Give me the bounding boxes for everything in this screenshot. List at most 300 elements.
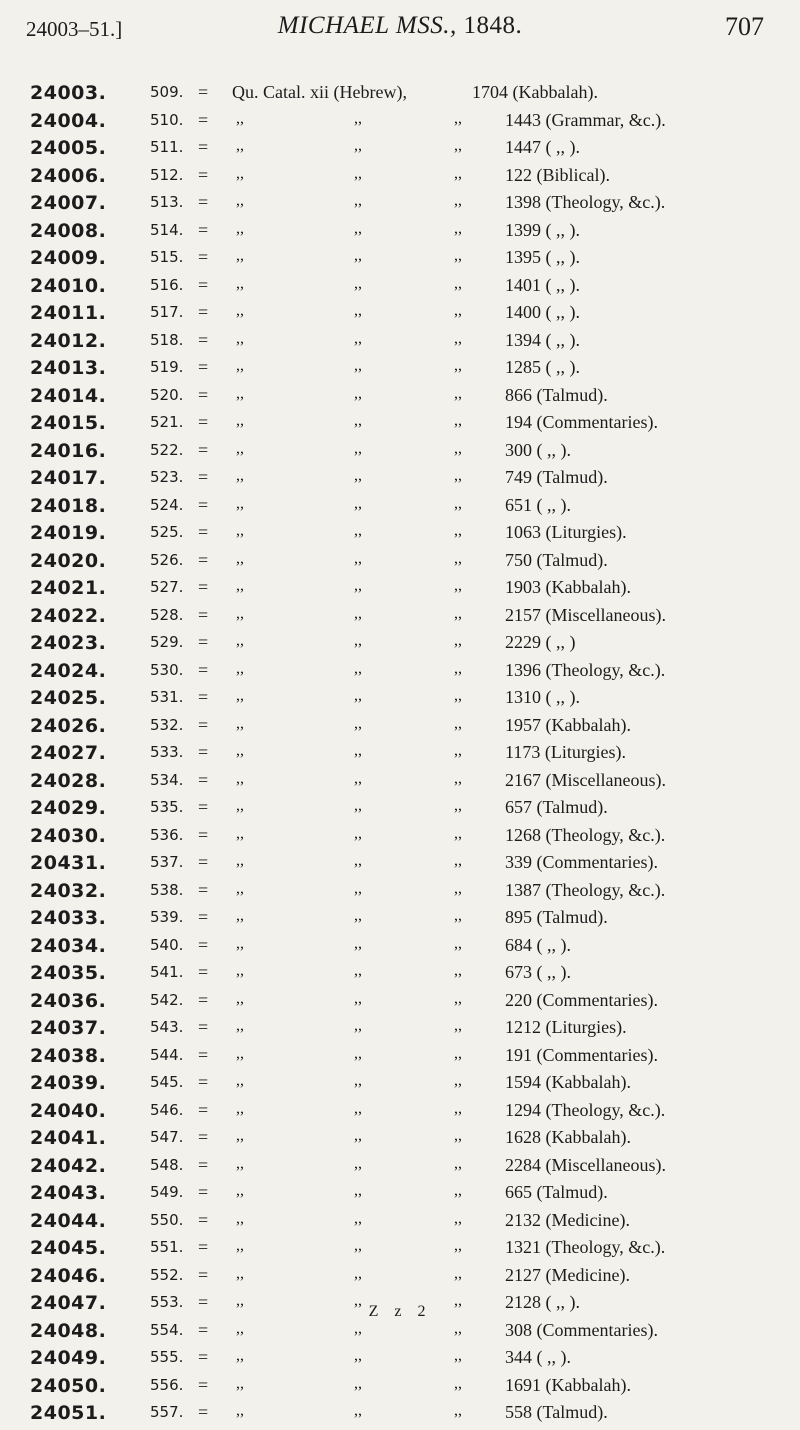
- running-header: [0, 8, 800, 52]
- ditto-mark: ,,: [454, 604, 462, 622]
- entry-number: 24023.: [30, 632, 107, 654]
- folio-reference: 536.: [150, 825, 184, 844]
- folio-reference: 525.: [150, 523, 184, 541]
- entry-description: 895 (Talmud).: [505, 907, 608, 927]
- entry-number: 24013.: [30, 357, 107, 379]
- folio-reference: 528.: [150, 605, 184, 624]
- ditto-mark: ,,: [454, 852, 462, 869]
- entry-description: 1957 (Kabbalah).: [505, 714, 631, 735]
- entry-number: 24032.: [30, 879, 107, 902]
- entry-number: 24010.: [30, 274, 107, 297]
- entry-description: 2157 (Miscellaneous).: [505, 604, 666, 625]
- ditto-mark: ,,: [454, 219, 462, 237]
- ditto-mark: ,,: [236, 1209, 244, 1227]
- ditto-mark: ,,: [236, 1237, 244, 1254]
- entry-number: 24018.: [30, 494, 107, 517]
- ditto-mark: ,,: [454, 934, 462, 952]
- catalogue-row: [0, 385, 800, 413]
- ditto-mark: ,,: [454, 1237, 462, 1254]
- ditto-mark: ,,: [236, 1319, 244, 1337]
- ditto-mark: ,,: [454, 247, 462, 264]
- ditto-mark: ,,: [454, 797, 462, 814]
- ditto-mark: ,,: [454, 1154, 462, 1172]
- ditto-mark: ,,: [354, 742, 362, 759]
- ditto-mark: ,,: [454, 494, 462, 512]
- ditto-mark: ,,: [454, 192, 462, 209]
- ditto-mark: ,,: [454, 357, 462, 374]
- ditto-mark: ,,: [354, 769, 362, 787]
- entry-description: 1321 (Theology, &c.).: [505, 1237, 666, 1257]
- ditto-mark: ,,: [236, 797, 244, 814]
- entry-number: 24035.: [30, 962, 107, 984]
- ditto-mark: ,,: [454, 1209, 462, 1227]
- entry-description: 651 ( ,, ).: [505, 494, 571, 515]
- folio-reference: 520.: [150, 385, 184, 404]
- equals-sign: =: [198, 659, 209, 680]
- ditto-mark: ,,: [454, 1292, 462, 1309]
- equals-sign: =: [198, 632, 209, 652]
- catalogue-row: [0, 660, 800, 688]
- ditto-mark: ,,: [236, 1374, 244, 1392]
- folio-reference: 550.: [150, 1210, 184, 1229]
- ditto-mark: ,,: [454, 907, 462, 924]
- ditto-mark: ,,: [236, 1154, 244, 1172]
- entry-number: 24014.: [30, 384, 107, 407]
- signature-mark: Z z 2: [368, 1303, 432, 1320]
- ditto-mark: ,,: [354, 879, 362, 897]
- equals-sign: =: [198, 687, 209, 707]
- entry-description: 191 (Commentaries).: [505, 1044, 658, 1065]
- folio-reference: 529.: [150, 633, 184, 651]
- equals-sign: =: [198, 412, 209, 432]
- ditto-mark: ,,: [354, 1127, 362, 1144]
- ditto-mark: ,,: [354, 989, 362, 1007]
- ditto-mark: ,,: [454, 1072, 462, 1089]
- entry-range: 24003–51.]: [26, 17, 123, 41]
- ditto-mark: ,,: [236, 852, 244, 869]
- title-year: 1848.: [456, 12, 523, 39]
- equals-sign: =: [198, 274, 209, 295]
- entry-description: 344 ( ,, ).: [505, 1347, 571, 1367]
- folio-reference: 527.: [150, 578, 184, 596]
- ditto-mark: ,,: [454, 522, 462, 539]
- entry-description: 1396 (Theology, &c.).: [505, 659, 666, 680]
- ditto-mark: ,,: [354, 1374, 362, 1392]
- entry-number: 24033.: [30, 907, 107, 929]
- ditto-mark: ,,: [236, 137, 244, 154]
- catalogue-row: [0, 495, 800, 523]
- equals-sign: =: [198, 989, 209, 1010]
- folio-reference: 548.: [150, 1155, 184, 1174]
- equals-sign: =: [198, 934, 209, 955]
- ditto-mark: ,,: [354, 1402, 362, 1419]
- entry-description: 2284 (Miscellaneous).: [505, 1154, 666, 1175]
- catalogue-row: [0, 467, 800, 495]
- ditto-mark: ,,: [236, 632, 244, 649]
- ditto-mark: ,,: [354, 1209, 362, 1227]
- folio-reference: 553.: [150, 1293, 184, 1311]
- catalogue-row: [0, 302, 800, 330]
- entry-description: 2167 (Miscellaneous).: [505, 769, 666, 790]
- entry-number: 24022.: [30, 604, 107, 627]
- catalogue-row: [0, 1072, 800, 1100]
- entry-description: 1594 (Kabbalah).: [505, 1072, 631, 1092]
- equals-sign: =: [198, 164, 209, 185]
- catalogue-prefix: Qu. Catal. xii (Hebrew),: [232, 82, 407, 102]
- folio-reference: 513.: [150, 193, 184, 211]
- ditto-mark: ,,: [354, 1154, 362, 1172]
- catalogue-row: [0, 825, 800, 853]
- ditto-mark: ,,: [454, 1099, 462, 1117]
- entry-description: 2229 ( ,, ): [505, 632, 576, 652]
- catalogue-list: [0, 82, 800, 1430]
- folio-reference: 545.: [150, 1073, 184, 1091]
- ditto-mark: ,,: [236, 494, 244, 512]
- folio-reference: 522.: [150, 440, 184, 459]
- entry-description: 1268 (Theology, &c.).: [505, 824, 666, 845]
- ditto-mark: ,,: [236, 302, 244, 319]
- folio-reference: 537.: [150, 853, 184, 871]
- equals-sign: =: [198, 1154, 209, 1175]
- entry-number: 24021.: [30, 577, 107, 599]
- catalogue-row: [0, 275, 800, 303]
- entry-number: 24046.: [30, 1264, 107, 1287]
- entry-description: 1398 (Theology, &c.).: [505, 192, 666, 212]
- catalogue-row: [0, 522, 800, 550]
- ditto-mark: ,,: [236, 604, 244, 622]
- equals-sign: =: [198, 1072, 209, 1092]
- ditto-mark: ,,: [354, 1319, 362, 1337]
- entry-number: 24029.: [30, 797, 107, 819]
- equals-sign: =: [198, 907, 209, 927]
- entry-number: 24042.: [30, 1154, 107, 1177]
- catalogue-row: [0, 852, 800, 880]
- folio-reference: 524.: [150, 495, 184, 514]
- ditto-mark: ,,: [236, 989, 244, 1007]
- entry-number: 20431.: [30, 852, 107, 874]
- equals-sign: =: [198, 1347, 209, 1367]
- entry-number: 24040.: [30, 1099, 107, 1122]
- catalogue-row: [0, 715, 800, 743]
- folio-reference: 521.: [150, 413, 184, 431]
- equals-sign: =: [198, 1374, 209, 1395]
- ditto-mark: ,,: [354, 384, 362, 402]
- folio-reference: 516.: [150, 275, 184, 294]
- entry-description: 1395 ( ,, ).: [505, 247, 580, 267]
- ditto-mark: ,,: [236, 549, 244, 567]
- ditto-mark: ,,: [454, 824, 462, 842]
- folio-reference: 518.: [150, 330, 184, 349]
- ditto-mark: ,,: [354, 192, 362, 209]
- entry-description: 750 (Talmud).: [505, 549, 608, 570]
- entry-number: 24003.: [30, 82, 107, 104]
- ditto-mark: ,,: [354, 1099, 362, 1117]
- ditto-mark: ,,: [454, 109, 462, 127]
- entry-number: 24007.: [30, 192, 107, 214]
- ditto-mark: ,,: [354, 1017, 362, 1034]
- entry-number: 24043.: [30, 1182, 107, 1204]
- ditto-mark: ,,: [354, 1182, 362, 1199]
- ditto-mark: ,,: [354, 219, 362, 237]
- ditto-mark: ,,: [236, 962, 244, 979]
- entry-description: 1173 (Liturgies).: [505, 742, 626, 762]
- folio-reference: 547.: [150, 1128, 184, 1146]
- equals-sign: =: [198, 82, 209, 102]
- ditto-mark: ,,: [236, 1044, 244, 1062]
- catalogue-row: [0, 1320, 800, 1348]
- catalogue-row: [0, 110, 800, 138]
- entry-description: 2132 (Medicine).: [505, 1209, 630, 1230]
- equals-sign: =: [198, 1044, 209, 1065]
- ditto-mark: ,,: [236, 467, 244, 484]
- ditto-mark: ,,: [354, 494, 362, 512]
- ditto-mark: ,,: [454, 1044, 462, 1062]
- equals-sign: =: [198, 1292, 209, 1312]
- ditto-mark: ,,: [236, 1182, 244, 1199]
- entry-number: 24019.: [30, 522, 107, 544]
- ditto-mark: ,,: [454, 1017, 462, 1034]
- entry-number: 24039.: [30, 1072, 107, 1094]
- equals-sign: =: [198, 1099, 209, 1120]
- entry-number: 24016.: [30, 439, 107, 462]
- entry-description: 558 (Talmud).: [505, 1402, 608, 1422]
- ditto-mark: ,,: [454, 274, 462, 292]
- catalogue-row: [0, 412, 800, 440]
- catalogue-row: [0, 220, 800, 248]
- catalogue-row: [0, 247, 800, 275]
- ditto-mark: ,,: [236, 742, 244, 759]
- ditto-mark: ,,: [354, 467, 362, 484]
- ditto-mark: ,,: [236, 192, 244, 209]
- entry-number: 24030.: [30, 824, 107, 847]
- ditto-mark: ,,: [236, 1099, 244, 1117]
- equals-sign: =: [198, 714, 209, 735]
- ditto-mark: ,,: [236, 1264, 244, 1282]
- ditto-mark: ,,: [236, 1072, 244, 1089]
- folio-reference: 554.: [150, 1320, 184, 1339]
- ditto-mark: ,,: [236, 879, 244, 897]
- entry-description: 220 (Commentaries).: [505, 989, 658, 1010]
- equals-sign: =: [198, 962, 209, 982]
- folio-reference: 549.: [150, 1183, 184, 1201]
- entry-description: 657 (Talmud).: [505, 797, 608, 817]
- ditto-mark: ,,: [354, 302, 362, 319]
- catalogue-row: [0, 1265, 800, 1293]
- equals-sign: =: [198, 302, 209, 322]
- ditto-mark: ,,: [236, 247, 244, 264]
- ditto-mark: ,,: [454, 879, 462, 897]
- entry-number: 24051.: [30, 1402, 107, 1424]
- ditto-mark: ,,: [354, 907, 362, 924]
- ditto-mark: ,,: [236, 907, 244, 924]
- ditto-mark: ,,: [354, 439, 362, 457]
- title-italic: MICHAEL MSS.,: [277, 12, 457, 39]
- entry-number: 24015.: [30, 412, 107, 434]
- equals-sign: =: [198, 1017, 209, 1037]
- catalogue-row: [0, 1017, 800, 1045]
- entry-description: 1394 ( ,, ).: [505, 329, 580, 350]
- entry-number: 24038.: [30, 1044, 107, 1067]
- catalogue-row: [0, 907, 800, 935]
- ditto-mark: ,,: [354, 962, 362, 979]
- folio-reference: 511.: [150, 138, 184, 156]
- ditto-mark: ,,: [236, 522, 244, 539]
- ditto-mark: ,,: [236, 824, 244, 842]
- catalogue-row: [0, 1375, 800, 1403]
- ditto-mark: ,,: [454, 687, 462, 704]
- ditto-mark: ,,: [354, 412, 362, 429]
- ditto-mark: ,,: [236, 412, 244, 429]
- folio-reference: 541.: [150, 963, 184, 981]
- folio-reference: 539.: [150, 908, 184, 926]
- entry-number: 24004.: [30, 109, 107, 132]
- catalogue-row: [0, 990, 800, 1018]
- ditto-mark: ,,: [354, 659, 362, 677]
- folio-reference: 517.: [150, 303, 184, 321]
- catalogue-row: [0, 137, 800, 165]
- entry-description: 749 (Talmud).: [505, 467, 608, 487]
- ditto-mark: ,,: [236, 274, 244, 292]
- ditto-mark: ,,: [236, 357, 244, 374]
- equals-sign: =: [198, 357, 209, 377]
- folio-reference: 546.: [150, 1100, 184, 1119]
- entry-description: 1063 (Liturgies).: [505, 522, 627, 542]
- ditto-mark: ,,: [354, 632, 362, 649]
- equals-sign: =: [198, 247, 209, 267]
- folio-reference: 540.: [150, 935, 184, 954]
- entry-description: 308 (Commentaries).: [505, 1319, 658, 1340]
- equals-sign: =: [198, 797, 209, 817]
- equals-sign: =: [198, 137, 209, 157]
- ditto-mark: ,,: [454, 137, 462, 154]
- equals-sign: =: [198, 604, 209, 625]
- equals-sign: =: [198, 1319, 209, 1340]
- catalogue-row: [0, 357, 800, 385]
- ditto-mark: ,,: [236, 687, 244, 704]
- ditto-mark: ,,: [454, 329, 462, 347]
- entry-description: 1443 (Grammar, &c.).: [505, 109, 666, 130]
- ditto-mark: ,,: [454, 632, 462, 649]
- folio-reference: 552.: [150, 1265, 184, 1284]
- catalogue-row: [0, 330, 800, 358]
- ditto-mark: ,,: [354, 357, 362, 374]
- entry-description: 1903 (Kabbalah).: [505, 577, 631, 597]
- ditto-mark: ,,: [236, 714, 244, 732]
- entry-description: 1704 (Kabbalah).: [472, 82, 598, 102]
- ditto-mark: ,,: [454, 989, 462, 1007]
- entry-number: 24045.: [30, 1237, 107, 1259]
- equals-sign: =: [198, 879, 209, 900]
- catalogue-row: [0, 192, 800, 220]
- entry-number: 24012.: [30, 329, 107, 352]
- equals-sign: =: [198, 824, 209, 845]
- entry-number: 24037.: [30, 1017, 107, 1039]
- folio-reference: 535.: [150, 798, 184, 816]
- folio-reference: 543.: [150, 1018, 184, 1036]
- equals-sign: =: [198, 494, 209, 515]
- ditto-mark: ,,: [236, 384, 244, 402]
- entry-number: 24026.: [30, 714, 107, 737]
- catalogue-row: [0, 1402, 800, 1430]
- entry-number: 24044.: [30, 1209, 107, 1232]
- catalogue-row: [0, 1237, 800, 1265]
- equals-sign: =: [198, 549, 209, 570]
- folio-reference: 555.: [150, 1348, 184, 1366]
- folio-reference: 526.: [150, 550, 184, 569]
- ditto-mark: ,,: [354, 824, 362, 842]
- ditto-mark: ,,: [354, 1044, 362, 1062]
- ditto-mark: ,,: [454, 439, 462, 457]
- ditto-mark: ,,: [236, 1017, 244, 1034]
- equals-sign: =: [198, 1127, 209, 1147]
- equals-sign: =: [198, 1402, 209, 1422]
- entry-description: 1294 (Theology, &c.).: [505, 1099, 666, 1120]
- catalogue-row: [0, 880, 800, 908]
- entry-number: 24028.: [30, 769, 107, 792]
- ditto-mark: ,,: [236, 577, 244, 594]
- entry-number: 24008.: [30, 219, 107, 242]
- ditto-mark: ,,: [454, 1402, 462, 1419]
- equals-sign: =: [198, 329, 209, 350]
- ditto-mark: ,,: [354, 274, 362, 292]
- ditto-mark: ,,: [454, 549, 462, 567]
- catalogue-row: [0, 82, 800, 110]
- entry-description: 1691 (Kabbalah).: [505, 1374, 631, 1395]
- page-number: 707: [725, 12, 764, 41]
- running-title: [0, 12, 800, 40]
- entry-number: 24041.: [30, 1127, 107, 1149]
- ditto-mark: ,,: [354, 1264, 362, 1282]
- equals-sign: =: [198, 522, 209, 542]
- ditto-mark: ,,: [236, 1347, 244, 1364]
- ditto-mark: ,,: [236, 109, 244, 127]
- entry-number: 24009.: [30, 247, 107, 269]
- ditto-mark: ,,: [354, 797, 362, 814]
- catalogue-row: [0, 687, 800, 715]
- entry-description: 2127 (Medicine).: [505, 1264, 630, 1285]
- ditto-mark: ,,: [354, 522, 362, 539]
- ditto-mark: ,,: [454, 714, 462, 732]
- entry-description: 339 (Commentaries).: [505, 852, 658, 872]
- entry-description: 1212 (Liturgies).: [505, 1017, 627, 1037]
- catalogue-row: [0, 1182, 800, 1210]
- equals-sign: =: [198, 769, 209, 790]
- ditto-mark: ,,: [354, 1347, 362, 1364]
- equals-sign: =: [198, 1237, 209, 1257]
- folio-reference: 542.: [150, 990, 184, 1009]
- folio-reference: 533.: [150, 743, 184, 761]
- ditto-mark: ,,: [236, 164, 244, 182]
- ditto-mark: ,,: [454, 962, 462, 979]
- folio-reference: 519.: [150, 358, 184, 376]
- ditto-mark: ,,: [236, 1127, 244, 1144]
- equals-sign: =: [198, 192, 209, 212]
- folio-reference: 544.: [150, 1045, 184, 1064]
- ditto-mark: ,,: [454, 769, 462, 787]
- ditto-mark: ,,: [354, 687, 362, 704]
- ditto-mark: ,,: [236, 934, 244, 952]
- folio-reference: 515.: [150, 248, 184, 266]
- catalogue-row: [0, 742, 800, 770]
- catalogue-row: [0, 605, 800, 633]
- ditto-mark: ,,: [236, 329, 244, 347]
- entry-description: 1399 ( ,, ).: [505, 219, 580, 240]
- equals-sign: =: [198, 384, 209, 405]
- ditto-mark: ,,: [354, 164, 362, 182]
- catalogue-row: [0, 1210, 800, 1238]
- entry-number: 24027.: [30, 742, 107, 764]
- ditto-mark: ,,: [454, 1127, 462, 1144]
